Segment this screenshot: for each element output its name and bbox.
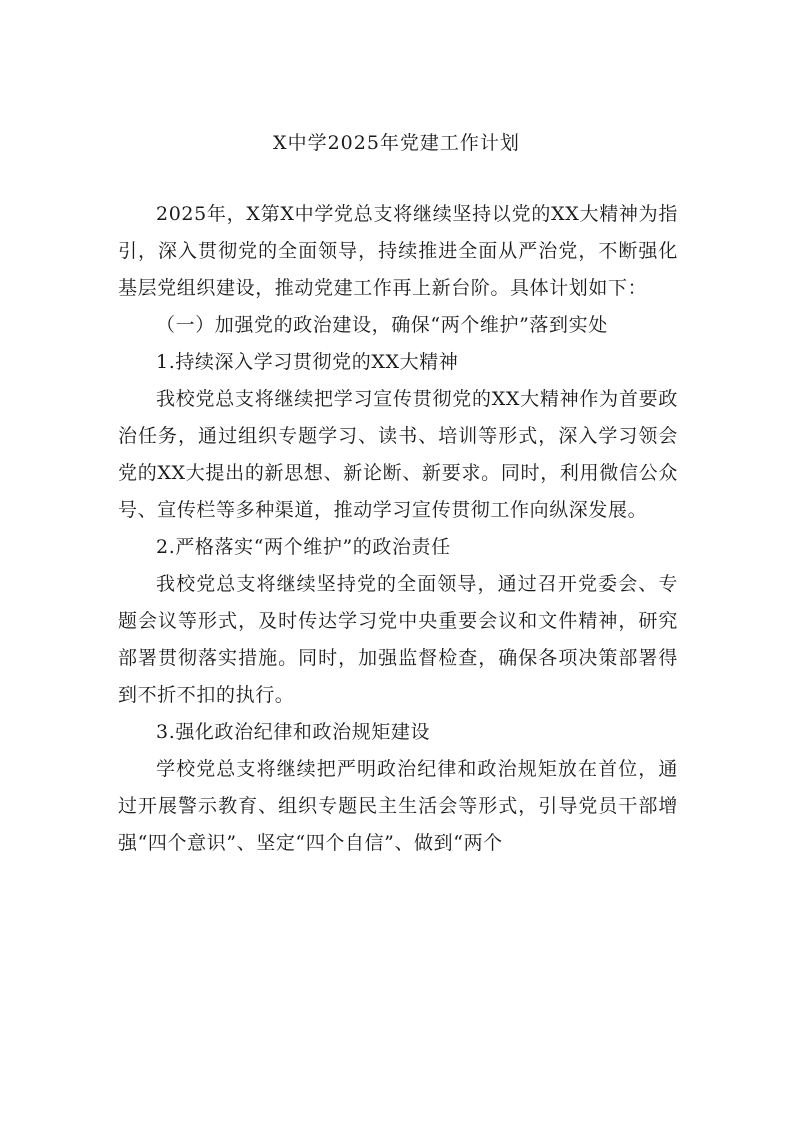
- body-paragraph-2: 我校党总支将继续坚持党的全面领导，通过召开党委会、专题会议等形式，及时传达学习党中央重要会议和文件精神，研究部署贯彻落实措施。同时，加强监督检查，确保各项决策部署得到不折不扣的执行。: [118, 573, 678, 706]
- subsection-heading-2: 2.严格落实“两个维护”的政治责任: [156, 536, 451, 558]
- body-paragraph-1: 我校党总支将继续把学习宣传贯彻党的XX大精神作为首要政治任务，通过组织专题学习、读书、培训等形式，深入学习领会党的XX大提出的新思想、新论断、新要求。同时，利用微信公众号、宣传栏等多种渠道，推动学习宣传贯彻工作向纵深发展。: [118, 388, 678, 521]
- document-body: [118, 196, 678, 862]
- subsection-heading-1: 1.持续深入学习贯彻党的XX大精神: [156, 351, 459, 373]
- intro-paragraph: 2025年，X第X中学党总支将继续坚持以党的XX大精神为指引，深入贯彻党的全面领导，持续推进全面从严治党，不断强化基层党组织建设，推动党建工作再上新台阶。具体计划如下：: [118, 203, 678, 299]
- section-heading-1: （一）加强党的政治建设，确保“两个维护”落到实处: [156, 314, 608, 336]
- document-title: X中学2025年党建工作计划: [273, 132, 520, 154]
- subsection-heading-3: 3.强化政治纪律和政治规矩建设: [156, 721, 431, 743]
- body-paragraph-3: 学校党总支将继续把严明政治纪律和政治规矩放在首位，通过开展警示教育、组织专题民主生活会等形式，引导党员干部增强“四个意识”、坚定“四个自信”、做到“两个: [118, 758, 678, 854]
